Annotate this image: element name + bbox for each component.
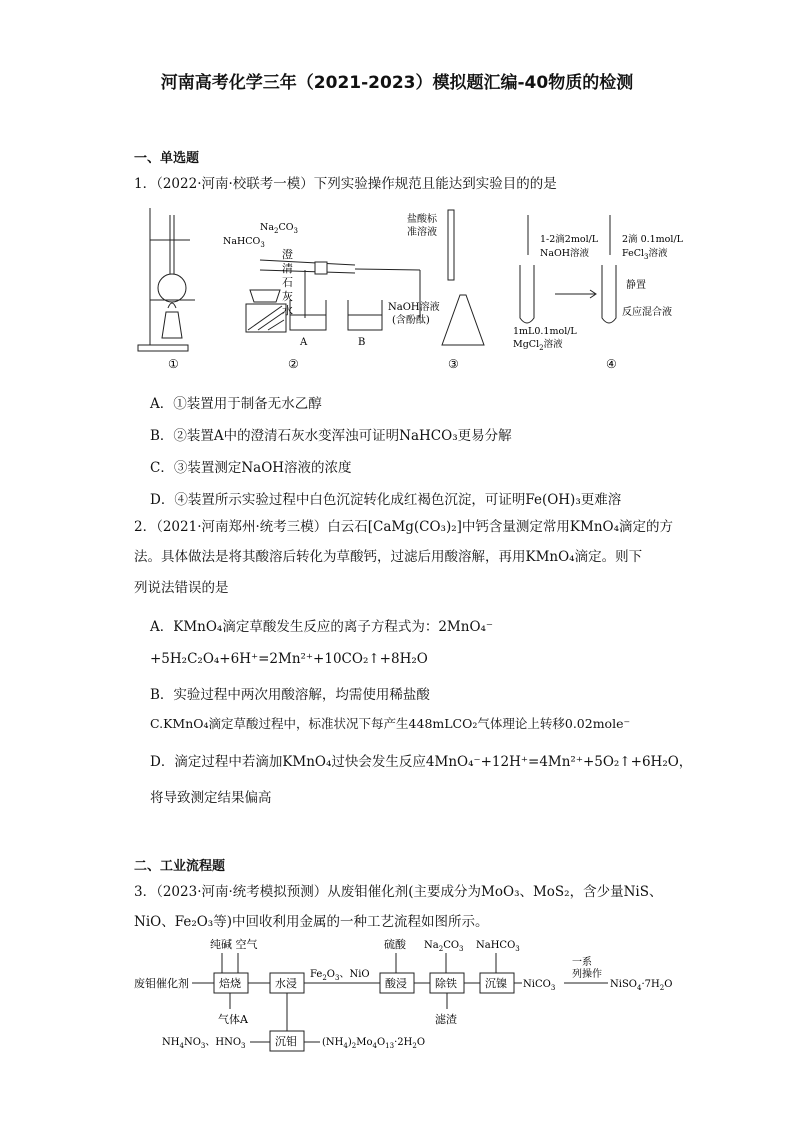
- fig-react: 反应混合液: [622, 307, 672, 318]
- fig-limewater-1: 澄: [282, 248, 293, 261]
- q1-stem: 1．（2022·河南·校联考一模）下列实验操作规范且能达到实验目的的是: [134, 176, 557, 192]
- q2-option-a-line2: +5H₂C₂O₄+6H⁺=2Mn²⁺+10CO₂↑+8H₂O: [150, 651, 428, 667]
- q2-stem-line2: 法。具体做法是将其酸溶后转化为草酸钙，过滤后用酸溶解，再用KMnO₄滴定。则下: [134, 549, 643, 565]
- q3-process-flowchart: [130, 935, 690, 1065]
- flow-start: 废钼催化剂: [134, 977, 189, 990]
- q2-option-c: C.KMnO₄滴定草酸过程中，标准状况下每产生448mLCO₂气体理论上转移0.02mole⁻: [150, 716, 631, 731]
- flow-nico3: NiCO$_3$: [523, 979, 556, 992]
- fig-hcl-2: 准溶液: [407, 227, 437, 238]
- fig-drop1-2: NaOH溶液: [540, 248, 590, 259]
- q1-option-a: A．①装置用于制备无水乙醇: [150, 396, 322, 412]
- flow-box-nickel-precip-label: 沉镍: [485, 977, 507, 990]
- flow-box-acid-leach-label: 酸浸: [385, 977, 407, 990]
- q3-stem-line2: NiO、Fe₂O₃等)中回收利用金属的一种工艺流程如图所示。: [134, 914, 489, 930]
- fig-label-3: ③: [448, 357, 459, 371]
- flow-nahco3: NaHCO$_3$: [476, 940, 520, 953]
- fig-nahco3-label: NaHCO$_3$: [223, 236, 265, 249]
- fig-naoh-1: NaOH溶液: [388, 302, 440, 313]
- flow-ops-2: 列操作: [572, 969, 602, 980]
- section-heading-process-flow: 二、工业流程题: [134, 859, 226, 874]
- q2-stem-line3: 列说法错误的是: [134, 580, 229, 596]
- q2-option-a-line1: A．KMnO₄滴定草酸发生反应的离子方程式为：2MnO₄⁻: [150, 619, 494, 635]
- fig-mgcl-1: 1mL0.1mol/L: [513, 326, 577, 337]
- flow-box-mo-precip-label: 沉钼: [275, 1035, 297, 1048]
- q1-apparatus-figure: [130, 200, 690, 375]
- q3-stem-line1: 3．（2023·河南·统考模拟预测）从废钼催化剂(主要成分为MoO₃、MoS₂，含少量NiS、: [134, 884, 663, 900]
- flow-solids: $Fe_2O_3$、NiO: [310, 969, 370, 982]
- fig-limewater-4: 灰: [282, 290, 293, 303]
- fig-still: 静置: [626, 280, 646, 291]
- flow-gas-a: 气体A: [218, 1013, 248, 1026]
- flow-inputs1: 纯碱 空气: [210, 938, 258, 951]
- flow-acid: 硫酸: [384, 938, 406, 951]
- q1-option-d: D．④装置所示实验过程中白色沉淀转化成红褐色沉淀，可证明Fe(OH)₃更难溶: [150, 492, 622, 508]
- fig-hcl-1: 盐酸标: [407, 214, 437, 225]
- apparatus-4-test-tubes: [520, 215, 616, 323]
- apparatus-3-titration: [442, 210, 484, 345]
- fig-limewater-5: 水: [282, 304, 293, 317]
- fig-mgcl-2: MgCl$_2$溶液: [513, 339, 563, 352]
- fig-label-a: A: [300, 337, 308, 348]
- fig-label-2: ②: [288, 357, 299, 371]
- q1-option-b: B．②装置A中的澄清石灰水变浑浊可证明NaHCO₃更易分解: [150, 428, 512, 444]
- flow-product: $(NH_4)_2Mo_4O_{13}\cdot 2H_2O$: [322, 1037, 426, 1050]
- flow-na2co3: $Na_2CO_3$: [424, 940, 464, 953]
- fig-label-1: ①: [168, 357, 179, 371]
- flow-nh4no3: $NH_4NO_3$、$HNO_3$: [162, 1037, 246, 1050]
- fig-limewater-2: 清: [282, 262, 293, 275]
- q2-option-d-line1: D．滴定过程中若滴加KMnO₄过快会发生反应4MnO₄⁻+12H⁺=4Mn²⁺+5O₂↑+6H₂O，: [150, 754, 693, 770]
- fig-naoh-2: (含酚酞): [392, 315, 430, 326]
- fig-drop1-1: 1-2滴2mol/L: [540, 234, 599, 245]
- q2-option-b: B．实验过程中两次用酸溶解，均需使用稀盐酸: [150, 687, 430, 703]
- fig-na2co3-label: $Na_2CO_3$: [260, 222, 298, 235]
- section-heading-single-choice: 一、单选题: [134, 151, 200, 166]
- q2-option-d-line2: 将导致测定结果偏高: [150, 790, 272, 806]
- apparatus-1-reflux: [138, 208, 195, 351]
- q1-option-c: C．③装置测定NaOH溶液的浓度: [150, 460, 352, 476]
- fig-limewater-3: 石: [282, 276, 293, 289]
- fig-label-b: B: [358, 337, 366, 348]
- page-title: 河南高考化学三年（2021-2023）模拟题汇编-40物质的检测: [160, 73, 634, 93]
- flow-box-iron-removal-label: 除铁: [435, 977, 457, 990]
- q2-stem-line1: 2．（2021·河南郑州·统考三模）白云石[CaMg(CO₃)₂]中钙含量测定常用KMnO₄滴定的方: [134, 519, 673, 535]
- flow-residue: 滤渣: [435, 1013, 457, 1026]
- fig-drop2-1: 2滴 0.1mol/L: [622, 234, 683, 245]
- flow-final: $NiSO_4\cdot 7H_2O$: [610, 979, 673, 992]
- flow-ops-1: 一系: [572, 957, 592, 968]
- flow-box-roast-label: 焙烧: [219, 977, 241, 990]
- fig-drop2-2: FeCl$_3$溶液: [622, 248, 668, 261]
- fig-label-4: ④: [606, 357, 617, 371]
- flow-box-water-leach-label: 水浸: [275, 977, 297, 990]
